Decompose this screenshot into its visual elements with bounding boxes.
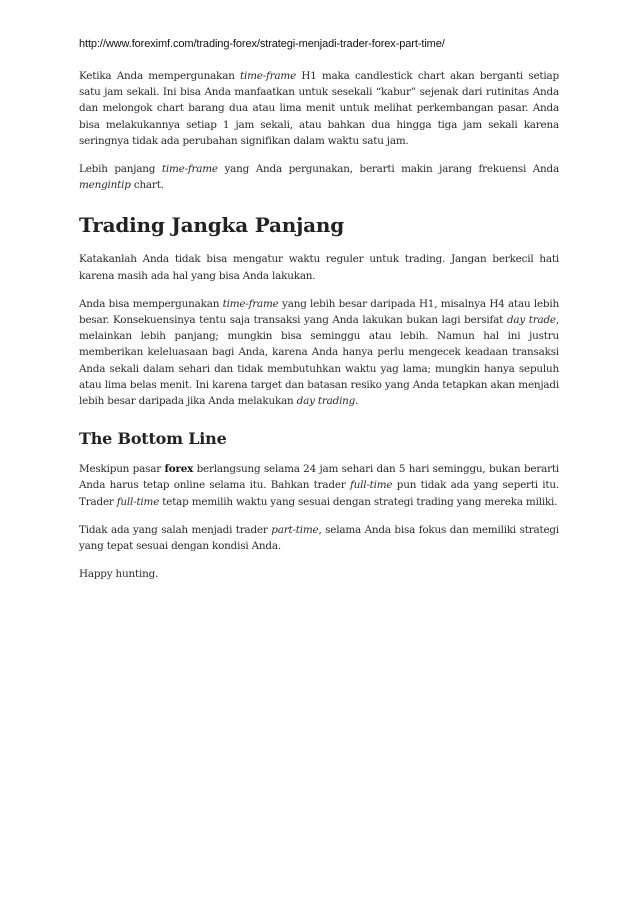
text-run: tetap memilih waktu yang sesuai dengan strategi trading yang mereka miliki. [159, 495, 558, 508]
italic-term: full-time [116, 495, 160, 508]
source-url: http://www.foreximf.com/trading-forex/strategi-menjadi-trader-forex-part-time/ [79, 38, 445, 50]
text-run: . [355, 395, 359, 408]
section-heading-bottom-line: The Bottom Line [79, 429, 227, 449]
bold-term: forex [164, 463, 194, 476]
intro-paragraph-2 [79, 161, 559, 193]
document-page [79, 0, 559, 594]
section1-paragraph-1: Katakanlah Anda tidak bisa mengatur waktu reguler untuk trading. Jangan berkecil hati karena masih ada hal yang bisa Anda lakukan. [79, 253, 559, 282]
italic-term: time-frame [222, 297, 279, 310]
text-run: Meskipun pasar [79, 463, 165, 476]
text-run: Lebih panjang [79, 163, 162, 176]
text-run: Ketika Anda mempergunakan [79, 70, 240, 82]
section1-paragraph-2 [79, 296, 559, 409]
text-run: , selama Anda bisa fokus dan memiliki strategi yang tepat sesuai dengan kondisi Anda. [79, 523, 560, 553]
text-run: , melainkan lebih panjang; mungkin bisa seminggu atau lebih. Namun hal ini justru memberikan keleluasaan bagi Anda, karena Anda hanya perlu mengecek keadaan transaksi Anda sekali dalam sehari dan tidak membutuhkan waktu yag lama; mungkin hanya sepuluh atau lima belas menit. Ini karena target dan batasan resiko yang Anda tetapkan akan menjadi lebih besar daripada jika Anda melakukan [79, 314, 559, 408]
text-run: berlangsung selama 24 jam sehari dan 5 hari seminggu, bukan berarti Anda harus tetap online selama itu. Bahkan trader [79, 463, 559, 492]
closing-line: Happy hunting. [79, 568, 159, 581]
text-run: Tidak ada yang salah menjadi trader [79, 523, 272, 536]
italic-term: part-time [271, 523, 319, 536]
italic-term: time-frame [161, 163, 218, 176]
text-run: chart. [130, 179, 164, 192]
text-run: yang lebih besar daripada H1, misalnya H4 atau lebih besar. Konsekuensinya tentu saja transaksi yang Anda lakukan bukan lagi bersifat [79, 297, 559, 327]
italic-term: day trading [296, 395, 356, 408]
section2-paragraph-1 [79, 461, 559, 510]
text-run: pun tidak ada yang seperti itu. Trader [79, 479, 559, 508]
article-body [79, 68, 559, 582]
text-run: H1 maka candlestick chart akan berganti setiap satu jam sekali. Ini bisa Anda manfaatkan untuk sesekali “kabur” sejenak dari rutinitas Anda dan melongok chart barang dua atau lima menit untuk melihat perkembangan pasar. Anda bisa melakukannya setiap 1 jam sekali, atau bahkan dua hingga tiga jam sekali karena seringnya tidak ada perubahan signifikan dalam waktu satu jam. [79, 70, 559, 147]
section-heading-trading-jangka-panjang: Trading Jangka Panjang [79, 213, 345, 238]
text-run: yang Anda pergunakan, berarti makin jarang frekuensi Anda [217, 163, 559, 176]
text-run: Anda bisa mempergunakan [79, 297, 223, 310]
italic-term: day trade [506, 314, 556, 327]
italic-term: time-frame [240, 70, 297, 82]
section2-paragraph-2 [79, 522, 559, 554]
intro-paragraph-1 [79, 68, 559, 149]
italic-term: mengintip [79, 179, 131, 192]
italic-term: full-time [349, 479, 393, 492]
